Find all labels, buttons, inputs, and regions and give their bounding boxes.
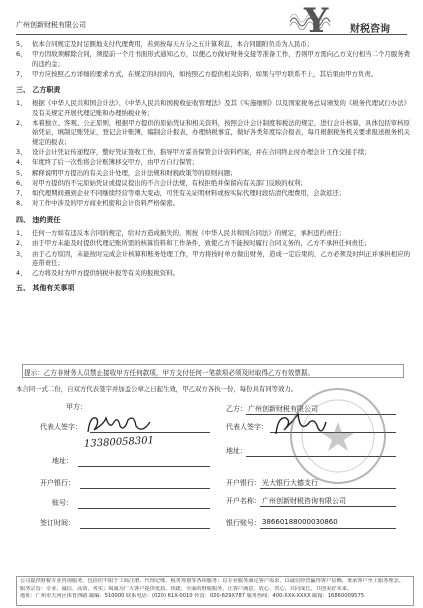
party-a-label: 甲方： [66,403,87,411]
clause-text: 解释说明甲方提出的有关会计处理，会计法规和财税政策等的原则问题； [32,168,237,177]
clause-text: 甲方因故须解除合同，须提前一个月书面形式通知乙方，以便乙方做好财务交接等准备工作，否则甲方需向乙方支付相当二个月服务费的违约金； [32,50,410,68]
company-seal-stamp [290,388,386,484]
clause-text: 对工作中涉及的甲方商业机密和会计资料严格保密。 [32,199,179,208]
footer-line-3: 地址：广州市天河区体育西路 邮编：510000 联系电话：(020) 61X-0010 传真：020-629X787 服务热线：400-XXX-XXXX 邮箱：16860009575 [20,593,365,600]
header-company: 广州创新财税有限公司 [16,21,86,29]
clause-number: 6、 [16,50,27,59]
clause-item [16,40,410,49]
contract-body [16,40,410,297]
section5-title: 五、 其他有关事项 [16,283,75,292]
party-a-address-line [78,466,210,467]
footer-line-2: 服务宗旨：专业、诚信、高效、务实；竭诚为广大客户提供优质、快捷、全面的财税服务，让客户满意、放心、省心，共同成长，共创美好未来。 [20,585,353,592]
clause-number: 7、 [16,189,27,198]
party-a-bank-line [80,488,210,489]
section4-title: 四、 违约责任 [16,215,61,224]
clause-text: 任何一方如有违反本合同的规定，给对方造成损失的，则按《中华人民共和国合同法》的规定，承担违约责任； [32,229,346,238]
clause-item [16,50,410,69]
party-b-bank: 光大银行大德支行 [262,479,318,487]
party-b-bank-label: 开户银行： [226,479,261,487]
party-b-rep-label: 代表人签字： [226,423,268,431]
clause-text: 乙方将及时为甲方提供纳税申报等有关的报税资料。 [32,269,179,278]
clause-number: 3、 [16,249,27,258]
clause-item [16,250,410,269]
party-b-account: 38660188000030860 [262,518,338,526]
clause-item [16,239,410,248]
party-b-company: 广州创新财税有限公司 [248,405,318,413]
party-b-account-label: 银行账号： [226,519,261,527]
party-a-bank-label: 开户银行： [40,479,75,487]
seal-star-icon [292,390,384,482]
clause-number: 7、 [16,69,27,78]
clause-text: 如代理期间遇到企业不同继续经营等重大变动，可凭有关证明材料或按实际代理时段结清代理费用，会款返还； [32,189,346,198]
party-a-date-line [80,528,210,529]
clause-text: 设计会计凭证传递程序，整好凭证签收工作，指导甲方妥善保管会计资料档案，并在合同终止时办理会计工作交接手续； [32,147,371,156]
clause-item [16,119,410,147]
clause-item [16,179,410,188]
party-a-account-line [78,508,210,509]
clause-item [16,148,410,157]
clause-text: 由于甲方未能及时提供代理记账所需的核算资料和工作条件，致使乙方不能按时履行合同义务的，乙方不承担任何责任； [32,239,371,248]
clause-number: 2、 [16,119,27,128]
clause-item [16,70,410,79]
notice-text: 提示：乙方非财务人员禁止接收甲方任何款项，甲方支付任何一笔款项必须及时取得乙方有效票据。 [24,369,315,377]
clause-number: 3、 [16,147,27,156]
clause-item [16,229,410,238]
clause-item [16,189,410,198]
party-b-account-line [260,528,396,529]
final-clause: 本合同一式二份，自双方代表签字并加盖公章之日起生效，甲乙双方各执一份，每份具有同等效力。 [16,385,298,393]
party-b-account-name-line [260,506,396,507]
party-a-date-label: 签订时间： [40,519,75,527]
clause-number: 8、 [16,199,27,208]
clause-text: 根据《中华人民共和国会计法》、《中华人民共和国税收征收管理法》及其《实施细则》以及国家税务总局颁发的《税务代理试行办法》及有关规定开展代理记账和办理纳税业务； [32,99,410,117]
party-a-phone-handwritten: 13380058301 [83,435,155,450]
logo-mark: Y [304,1,327,41]
clause-text: 对甲方提供的不完原始凭证或提议提出的不合会计法规，有权拒绝并保留向有关部门反映的权利； [32,178,307,187]
clause-text: 由于乙方原因，未能按时完成会计核算和账务处理工作，甲方将按时单方做出财务，造成一定后果的，乙方必须及时纠正并承担相应的连带责任； [32,249,410,267]
clause-item [16,158,410,167]
footer-line-1: 公司提供财税专业咨询服务，包括但不限于工商注册、代理记账、税务筹划等各项服务；以专业服务满足客户需求，以诚信经营赢得客户信赖，秉承客户至上服务理念。 [20,578,404,584]
clause-item [16,199,410,208]
clause-text: 甲方应按照乙方详细的要求方式，在规定的时间内，如按照乙方提供相关资料，如果与甲方联系不上，其后果由甲方负责。 [32,69,378,78]
section2-items [16,40,410,79]
section4-items [16,229,410,278]
logo-text: 财税咨询 [350,24,390,35]
clause-text: 年度终了后一次性将会计账簿移交甲方，由甲方自行保管； [32,158,199,167]
party-b-account-name-label: 开户名称： [226,497,261,505]
clause-number: 5、 [16,168,27,177]
clause-number: 4、 [16,158,27,167]
clause-number: 1、 [16,99,27,108]
section3-items [16,99,410,208]
clause-text: 本着独立、客观、公正原则，根据甲方提供的原始凭证和相关资料，按照会计会计制度和税法的规定，进行会计核算，具体包括审核原始凭证，填制记账凭证，登记会计账簿，编制会计报表，办理纳税事宜，做好各类年度综合报表，每月根据税务机关要求报送税务机关规定的报表； [32,119,410,146]
party-a-address-label: 地址： [52,457,73,465]
clause-number: 2、 [16,239,27,248]
clause-number: 1、 [16,229,27,238]
section3-title: 三、 乙方职责 [16,86,61,95]
party-a-signature [84,412,158,438]
clause-text: 依本合同规定及时足额地支付代理费用，若到按每天万分之五计算利息，本合同随附负币为人民币； [32,40,314,48]
clause-number: 5、 [16,40,27,48]
party-b-bank-line [260,488,396,489]
party-b-address-label: 地址： [226,447,247,455]
clause-item [16,269,410,278]
party-b-label: 乙方： [226,405,247,413]
clause-item [16,99,410,118]
clause-number: 6、 [16,178,27,187]
company-logo [290,1,402,41]
party-a-rep-label: 代表人签字： [40,423,82,431]
party-b-account-name: 广州创新财税咨询有限公司 [262,497,346,505]
party-a-account-label: 账号： [52,499,73,507]
clause-item [16,169,410,178]
footer [20,578,410,601]
clause-number: 4、 [16,269,27,278]
